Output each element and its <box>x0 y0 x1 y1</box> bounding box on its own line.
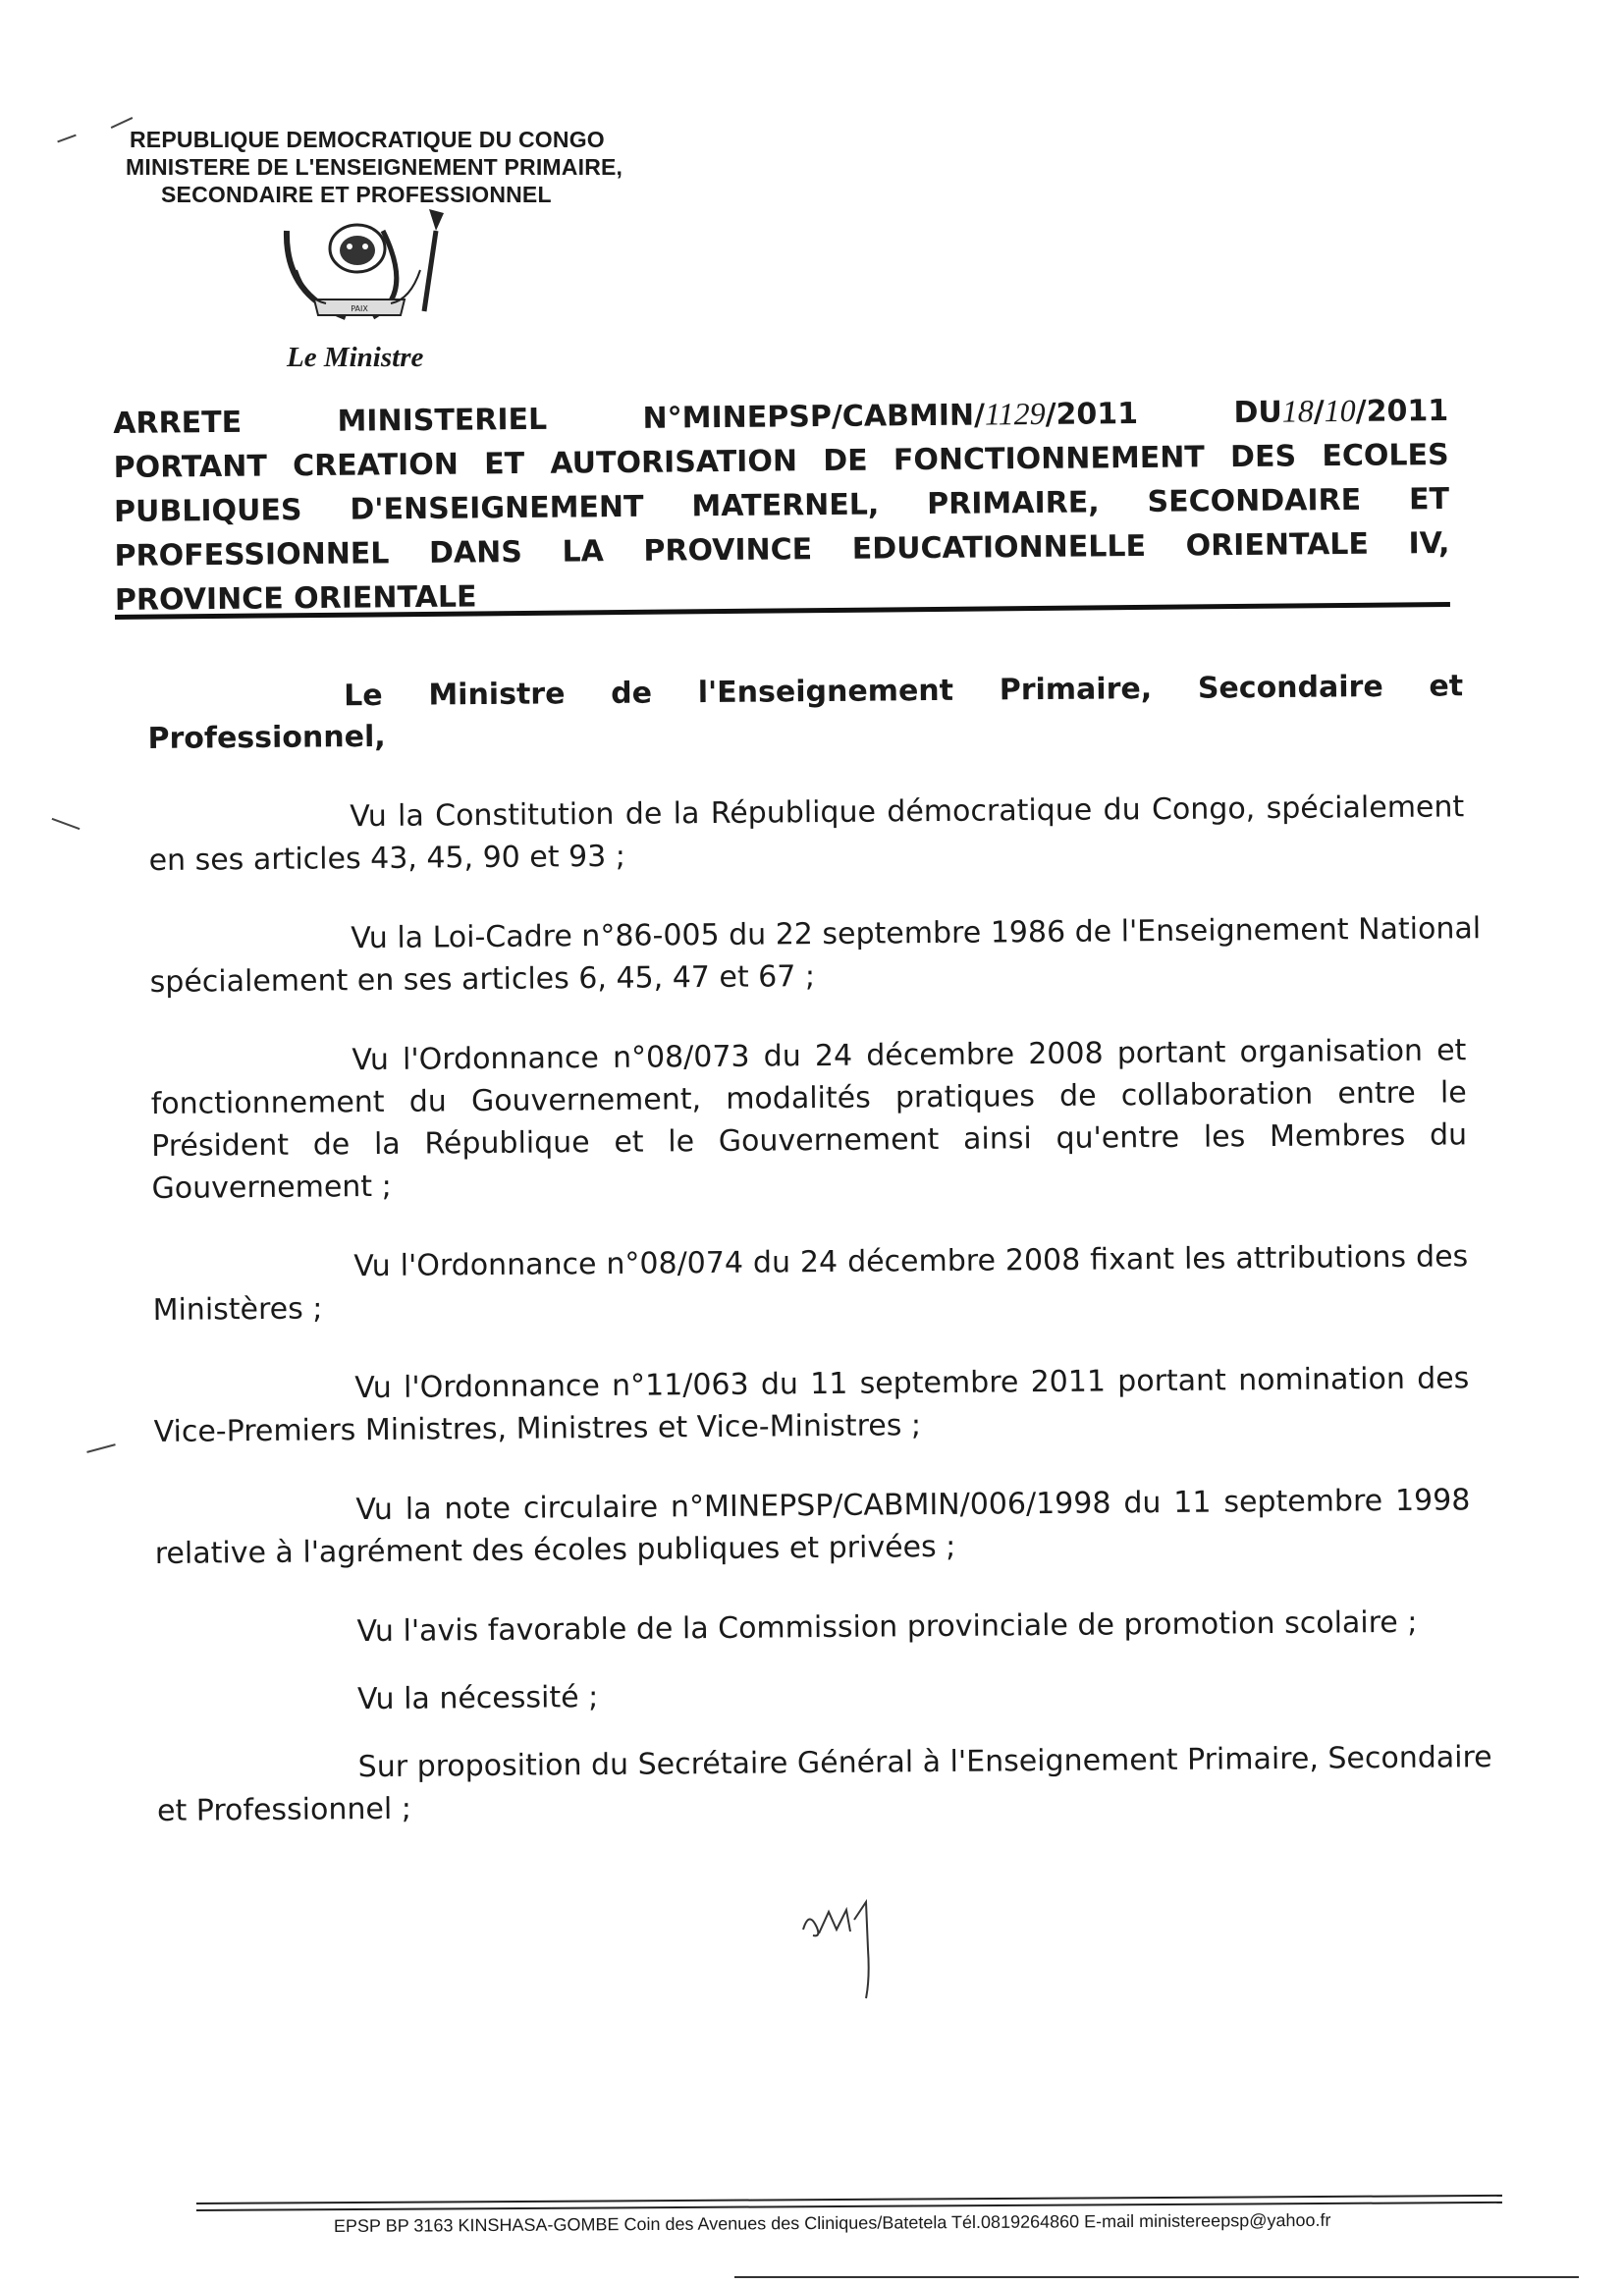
decree-day-handwritten: 18 <box>1281 393 1314 429</box>
decree-date-year: /2011 <box>1355 393 1449 429</box>
consideration-line: relative à l'agrément des écoles publiques et privées ; <box>154 1529 956 1571</box>
consideration-paragraph <box>149 907 1482 1004</box>
scan-mark <box>57 135 76 143</box>
decree-title-line: ARRETE MINISTERIEL N°MINEPSP/CABMIN/1129/2011 DU18/10/2011 <box>113 392 1449 441</box>
consideration-line: Vu la Loi-Cadre n°86-005 du 22 septembre 1986 de l'Enseignement National <box>351 911 1482 956</box>
consideration-line: Sur proposition du Secrétaire Général à l'Enseignement Primaire, Secondaire <box>357 1740 1492 1785</box>
decree-intro <box>147 666 1464 760</box>
decree-title <box>113 388 1450 623</box>
consideration-line: Président de la République et le Gouvernement ainsi qu'entre les Membres du <box>151 1117 1468 1164</box>
consideration-paragraph <box>156 1736 1492 1832</box>
footer-bottom-line <box>734 2276 1579 2278</box>
decree-title-line: PORTANT CREATION ET AUTORISATION DE FONCTIONNEMENT DES ECOLES <box>113 437 1449 485</box>
consideration-paragraph <box>150 1029 1467 1210</box>
consideration-paragraph <box>155 1601 1471 1655</box>
consideration-line: Ministères ; <box>152 1291 323 1328</box>
decree-year: /2011 <box>1045 396 1139 432</box>
consideration-line: Vu l'Ordonnance n°08/073 du 24 décembre 2008 portant organisation et <box>352 1033 1467 1078</box>
intro-line: Professionnel, <box>147 719 386 756</box>
consideration-line: Vice-Premiers Ministres, Ministres et Vice-Ministres ; <box>153 1408 922 1449</box>
consideration-line: Vu la note circulaire n°MINEPSP/CABMIN/006/1998 du 11 septembre 1998 <box>355 1483 1471 1528</box>
consideration-line: et Professionnel ; <box>156 1791 411 1828</box>
decree-number-prefix: ARRETE MINISTERIEL N°MINEPSP/CABMIN/ <box>113 398 986 441</box>
consideration-line: Vu l'Ordonnance n°08/074 du 24 décembre 2008 fixant les attributions des <box>353 1239 1469 1284</box>
decree-title-line: PROFESSIONNEL DANS LA PROVINCE EDUCATIONNELLE ORIENTALE IV, <box>114 525 1450 573</box>
intro-line: Le Ministre de l'Enseignement Primaire, Secondaire et <box>344 669 1464 714</box>
consideration-paragraph <box>152 1235 1469 1332</box>
coat-of-arms-emblem <box>267 201 454 329</box>
letterhead-country: REPUBLIQUE DEMOCRATIQUE DU CONGO <box>130 127 605 152</box>
consideration-paragraph <box>154 1479 1471 1575</box>
consideration-line: Vu l'Ordonnance n°11/063 du 11 septembre 2011 portant nomination des <box>354 1361 1470 1406</box>
consideration-line: Gouvernement ; <box>151 1169 392 1206</box>
consideration-line: en ses articles 43, 45, 90 et 93 ; <box>148 839 626 878</box>
signatory-title: Le Ministre <box>287 342 424 373</box>
decree-body <box>147 666 1492 1832</box>
letterhead <box>126 126 715 208</box>
svg-text:PAIX: PAIX <box>351 304 368 313</box>
consideration-line: fonctionnement du Gouvernement, modalités pratiques de collaboration entre le <box>150 1075 1467 1121</box>
footer-contact: EPSP BP 3163 KINSHASA-GOMBE Coin des Avenues des Cliniques/Batetela Tél.0819264860 E-mail ministereepsp@yahoo.fr <box>333 2209 1331 2236</box>
decree-date-du: DU <box>1233 395 1282 431</box>
decree-month-handwritten: 10 <box>1324 392 1356 429</box>
consideration-line: Vu la Constitution de la République démocratique du Congo, spécialement <box>350 789 1465 835</box>
scan-mark <box>52 818 81 830</box>
consideration-paragraph <box>156 1668 1472 1722</box>
consideration-line: Vu l'avis favorable de la Commission provinciale de promotion scolaire ; <box>356 1605 1418 1650</box>
decree-title-line: PUBLIQUES D'ENSEIGNEMENT MATERNEL, PRIMAIRE, SECONDAIRE ET <box>113 481 1450 529</box>
consideration-paragraph <box>148 786 1465 882</box>
consideration-line: Vu la nécessité ; <box>356 1680 599 1717</box>
letterhead-ministry-cont: SECONDAIRE ET PROFESSIONNEL <box>161 182 552 207</box>
letterhead-ministry: MINISTERE DE L'ENSEIGNEMENT PRIMAIRE, <box>126 154 623 180</box>
consideration-paragraph <box>153 1357 1470 1453</box>
scan-mark <box>86 1443 115 1453</box>
handwritten-initials <box>795 1890 903 2008</box>
consideration-line: spécialement en ses articles 6, 45, 47 et 67 ; <box>149 959 816 1000</box>
decree-title-line: PROVINCE ORIENTALE <box>114 579 477 618</box>
decree-number-handwritten: 1129 <box>984 395 1046 432</box>
